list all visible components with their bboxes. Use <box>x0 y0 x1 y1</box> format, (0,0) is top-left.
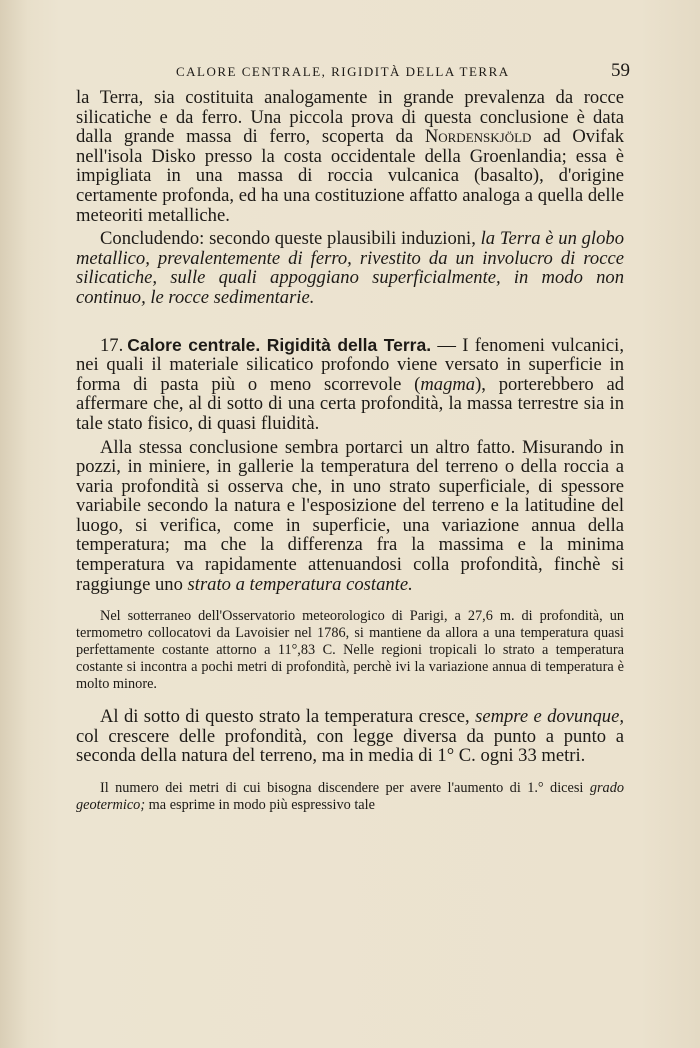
paragraph-meteorites: la Terra, sia costituita analogamente in grande prevalenza da rocce silicatiche e da ferro. Una piccola prova di questa conclusione è data dalla grande massa di ferro, scoperta da Nordenskjöld ad Ovifak nell'isola Disko presso la costa occidentale della Groenlandia; essa è impigliata in una massa di roccia vulcanica (basalto), d'origine certamente profonda, ed ha una costituzione affatto analoga a quella delle meteoriti metalliche. <box>76 87 625 226</box>
note-geothermal-gradient: Il numero dei metri di cui bisogna discendere per avere l'aumento di 1.° dicesi grado geotermico; ma esprime in modo più espressivo tale <box>76 780 624 814</box>
section-title: Calore centrale. Rigidità della Terra. <box>127 334 432 355</box>
emphasis-constant-layer: strato a temperatura costante. <box>187 573 413 595</box>
paragraph-temperature: Alla stessa conclusione sembra portarci un altro fatto. Misurando in pozzi, in miniere, in gallerie la temperatura del terreno o della roccia a varia profondità si osserva che, in uno strato superficiale, di spessore variabile secondo la natura e l'esposizione del terreno e la latitudine del luogo, si verifica, come in superficie, una variazione annua della temperatura; ma che la differenza fra la massima e la minima temperatura va rapidamente attenuandosi colla profondità, finchè si raggiunge uno strato a temperatura costante. <box>76 436 624 595</box>
section-17: 17. Calore centrale. Rigidità della Terra. — I fenomeni vulcanici, nei quali il materiale silicatico profondo viene versato in superficie in forma di pasta più o meno scorrevole (magma), porterebbero ad affermare che, al di sotto di una certa profondità, la massa terrestre sia in tale stato fisico, di quasi fluidità. <box>76 334 624 434</box>
running-title: CALORE CENTRALE, RIGIDITÀ DELLA TERRA <box>176 64 510 79</box>
note-paris-observatory: Nel sotterraneo dell'Osservatorio meteorologico di Parigi, a 27,6 m. di profondità, un termometro collocatovi da Lavoisier nel 1786, si mantiene da allora a una temperatura quasi perfettamente costante attorno a 11°,83 C. Nelle regioni tropicali lo strato a temperatura costante si incontra a pochi metri di profondità, perchè ivi la variazione annua di temperatura è molto minore. <box>76 608 624 693</box>
emphasis-conclusion: la Terra è un globo metallico, prevalentemente di ferro, rivestito da un involucro di rocce silicatiche, sulle quali appoggiano superficialmente, in modo non continuo, le rocce sedimentarie. <box>76 228 624 308</box>
paragraph-conclusion: Concludendo: secondo queste plausibili induzioni, la Terra è un globo metallico, prevalentemente di ferro, rivestito da un involucro di rocce silicatiche, sulle quali appoggiano superficialmente, in modo non continuo, le rocce sedimentarie. <box>76 228 624 308</box>
page-number: 59 <box>611 60 630 81</box>
page-header <box>72 60 630 86</box>
section-number: 17. <box>100 334 124 356</box>
author-name: Nordenskjöld <box>424 126 532 148</box>
paragraph-gradient: Al di sotto di questo strato la temperatura cresce, sempre e dovunque, col crescere delle profondità, con legge diversa da punto a punto a seconda della natura del terreno, ma in media di 1° C. ogni 33 metri. <box>76 706 624 767</box>
body-text <box>76 88 624 814</box>
